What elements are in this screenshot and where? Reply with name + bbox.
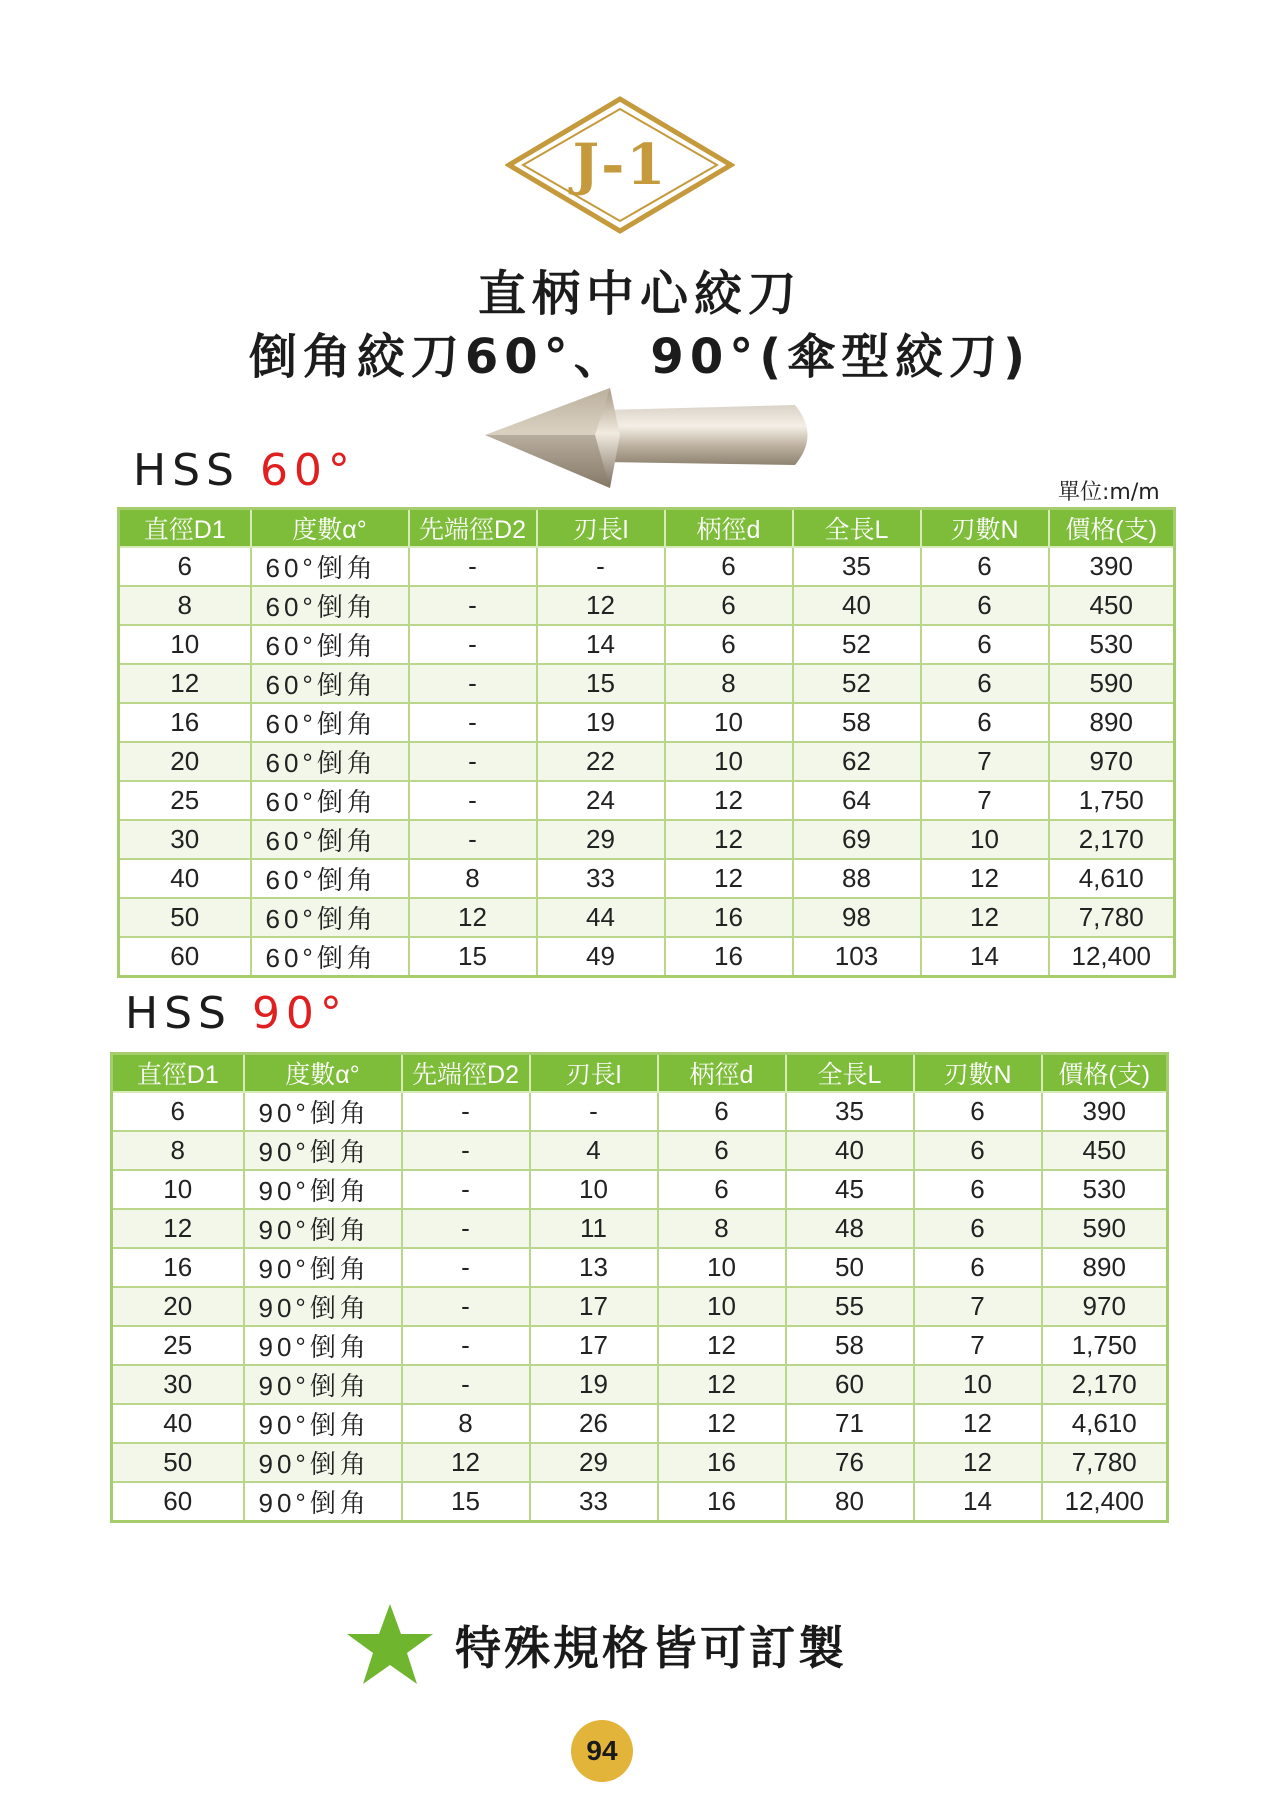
table-cell: 64 (793, 781, 921, 820)
table-cell: 40 (793, 586, 921, 625)
table-cell: 12 (119, 664, 251, 703)
table-row (119, 937, 1175, 977)
section-heading-90 (125, 988, 348, 1039)
table-cell: 50 (786, 1248, 914, 1287)
table-row (112, 1482, 1168, 1522)
table-cell: 50 (112, 1443, 244, 1482)
unit-label: 單位:m/m (1058, 480, 1160, 505)
table-cell: 6 (665, 586, 793, 625)
table-cell: 15 (537, 664, 665, 703)
column-header: 價格(支) (1042, 1054, 1168, 1093)
table-cell: 26 (530, 1404, 658, 1443)
table-cell: 90°倒角 (244, 1170, 402, 1209)
table-cell: 60°倒角 (251, 625, 409, 664)
section-material: HSS (133, 445, 260, 496)
column-header: 刃數N (914, 1054, 1042, 1093)
table-cell: 90°倒角 (244, 1209, 402, 1248)
table-row (119, 742, 1175, 781)
table-cell: 55 (786, 1287, 914, 1326)
table-cell: 12 (658, 1365, 786, 1404)
column-header: 直徑D1 (112, 1054, 244, 1093)
table-cell: 6 (665, 625, 793, 664)
column-header: 刃長l (530, 1054, 658, 1093)
table-cell: 44 (537, 898, 665, 937)
table-cell: 6 (914, 1092, 1042, 1131)
table-cell: 16 (112, 1248, 244, 1287)
table-cell: 6 (665, 547, 793, 586)
table-cell: 49 (537, 937, 665, 977)
table-cell: 19 (537, 703, 665, 742)
table-row (112, 1287, 1168, 1326)
table-cell: 890 (1042, 1248, 1168, 1287)
table-cell: 16 (658, 1443, 786, 1482)
section-material: HSS (125, 988, 252, 1039)
page-subtitle: 倒角絞刀60°、 90°(傘型絞刀) (248, 329, 1032, 385)
column-header: 全長L (786, 1054, 914, 1093)
table-cell: 52 (793, 625, 921, 664)
table-header-row (112, 1054, 1168, 1093)
table-cell: 7,780 (1049, 898, 1175, 937)
table-cell: 4 (530, 1131, 658, 1170)
table-row (112, 1326, 1168, 1365)
table-cell: 1,750 (1049, 781, 1175, 820)
table-cell: 8 (112, 1131, 244, 1170)
table-row (112, 1170, 1168, 1209)
table-cell: - (409, 703, 537, 742)
table-cell: 12,400 (1042, 1482, 1168, 1522)
table-cell: 8 (402, 1404, 530, 1443)
table-cell: - (402, 1170, 530, 1209)
table-cell: 90°倒角 (244, 1404, 402, 1443)
table-row (112, 1365, 1168, 1404)
table-cell: - (402, 1326, 530, 1365)
table-cell: 35 (786, 1092, 914, 1131)
table-row (119, 820, 1175, 859)
table-cell: - (409, 781, 537, 820)
table-cell: 48 (786, 1209, 914, 1248)
table-cell: 60°倒角 (251, 781, 409, 820)
table-cell: 45 (786, 1170, 914, 1209)
column-header: 度數α° (244, 1054, 402, 1093)
table-cell: - (409, 820, 537, 859)
table-cell: 970 (1042, 1287, 1168, 1326)
table-cell: 60°倒角 (251, 937, 409, 977)
table-cell: - (409, 625, 537, 664)
column-header: 刃長l (537, 509, 665, 548)
table-row (119, 547, 1175, 586)
table-cell: 88 (793, 859, 921, 898)
table-cell: 30 (112, 1365, 244, 1404)
table-cell: 12 (921, 898, 1049, 937)
table-cell: 2,170 (1049, 820, 1175, 859)
table-cell: 10 (914, 1365, 1042, 1404)
star-icon (345, 1600, 435, 1690)
table-cell: 8 (409, 859, 537, 898)
table-cell: 40 (119, 859, 251, 898)
table-cell: 16 (658, 1482, 786, 1522)
page-title: 直柄中心絞刀 (477, 266, 802, 322)
table-cell: 6 (112, 1092, 244, 1131)
table-cell: 6 (921, 703, 1049, 742)
table-cell: 10 (530, 1170, 658, 1209)
table-cell: 4,610 (1042, 1404, 1168, 1443)
table-cell: 390 (1042, 1092, 1168, 1131)
table-cell: - (402, 1248, 530, 1287)
table-cell: 15 (402, 1482, 530, 1522)
table-cell: 17 (530, 1287, 658, 1326)
column-header: 度數α° (251, 509, 409, 548)
table-cell: 10 (658, 1287, 786, 1326)
table-cell: 60°倒角 (251, 898, 409, 937)
table-cell: 80 (786, 1482, 914, 1522)
table-row (112, 1248, 1168, 1287)
table-cell: 16 (665, 898, 793, 937)
table-cell: 10 (921, 820, 1049, 859)
table-cell: 90°倒角 (244, 1326, 402, 1365)
column-header: 柄徑d (658, 1054, 786, 1093)
table-cell: 6 (914, 1131, 1042, 1170)
table-cell: 7 (914, 1287, 1042, 1326)
table-cell: 60 (119, 937, 251, 977)
table-row (112, 1404, 1168, 1443)
table-cell: 25 (112, 1326, 244, 1365)
table-cell: 390 (1049, 547, 1175, 586)
table-cell: 60 (112, 1482, 244, 1522)
table-cell: 10 (665, 742, 793, 781)
table-cell: 40 (786, 1131, 914, 1170)
table-cell: 7 (914, 1326, 1042, 1365)
table-cell: 12 (665, 859, 793, 898)
table-cell: 90°倒角 (244, 1443, 402, 1482)
table-cell: 16 (119, 703, 251, 742)
table-cell: 10 (112, 1170, 244, 1209)
table-cell: 69 (793, 820, 921, 859)
table-cell: 12 (112, 1209, 244, 1248)
table-cell: 90°倒角 (244, 1131, 402, 1170)
table-cell: 12 (402, 1443, 530, 1482)
column-header: 柄徑d (665, 509, 793, 548)
table-cell: 8 (665, 664, 793, 703)
table-cell: 29 (537, 820, 665, 859)
spec-table-90 (110, 1052, 1169, 1523)
table-cell: 530 (1042, 1170, 1168, 1209)
countersink-tool-image (485, 380, 825, 500)
table-cell: 29 (530, 1443, 658, 1482)
table-cell: 58 (793, 703, 921, 742)
table-row (112, 1131, 1168, 1170)
table-cell: 50 (119, 898, 251, 937)
table-cell: 12 (658, 1326, 786, 1365)
table-cell: 60°倒角 (251, 547, 409, 586)
column-header: 刃數N (921, 509, 1049, 548)
table-cell: 12 (921, 859, 1049, 898)
table-cell: 60°倒角 (251, 742, 409, 781)
table-cell: 60°倒角 (251, 703, 409, 742)
table-cell: 4,610 (1049, 859, 1175, 898)
table-row (119, 664, 1175, 703)
table-cell: 6 (914, 1248, 1042, 1287)
table-cell: 14 (537, 625, 665, 664)
section-angle: 60° (259, 445, 356, 496)
table-cell: 12 (658, 1404, 786, 1443)
table-row (119, 703, 1175, 742)
table-cell: 12,400 (1049, 937, 1175, 977)
table-cell: 98 (793, 898, 921, 937)
table-cell: - (409, 664, 537, 703)
table-cell: 12 (914, 1443, 1042, 1482)
custom-order-note (345, 1600, 945, 1690)
table-cell: 60°倒角 (251, 664, 409, 703)
table-cell: 12 (665, 820, 793, 859)
table-cell: 58 (786, 1326, 914, 1365)
table-cell: 22 (537, 742, 665, 781)
page-number: 94 (571, 1720, 633, 1782)
table-cell: 590 (1042, 1209, 1168, 1248)
table-cell: 62 (793, 742, 921, 781)
table-cell: 890 (1049, 703, 1175, 742)
section-angle: 90° (251, 988, 348, 1039)
table-cell: 52 (793, 664, 921, 703)
table-cell: 103 (793, 937, 921, 977)
table-cell: 16 (665, 937, 793, 977)
column-header: 全長L (793, 509, 921, 548)
table-cell: 7 (921, 781, 1049, 820)
table-cell: 33 (530, 1482, 658, 1522)
table-cell: 450 (1042, 1131, 1168, 1170)
table-cell: 60°倒角 (251, 820, 409, 859)
table-row (119, 586, 1175, 625)
table-cell: 20 (119, 742, 251, 781)
table-cell: 20 (112, 1287, 244, 1326)
table-cell: 6 (914, 1170, 1042, 1209)
table-cell: - (402, 1365, 530, 1404)
column-header: 價格(支) (1049, 509, 1175, 548)
table-cell: 90°倒角 (244, 1248, 402, 1287)
table-cell: 6 (658, 1092, 786, 1131)
table-cell: - (402, 1209, 530, 1248)
column-header: 直徑D1 (119, 509, 251, 548)
table-cell: 40 (112, 1404, 244, 1443)
table-cell: 17 (530, 1326, 658, 1365)
table-cell: 6 (921, 625, 1049, 664)
table-cell: 7 (921, 742, 1049, 781)
column-header: 先端徑D2 (409, 509, 537, 548)
table-cell: 60°倒角 (251, 859, 409, 898)
table-cell: 530 (1049, 625, 1175, 664)
table-cell: 90°倒角 (244, 1365, 402, 1404)
series-badge (505, 95, 735, 235)
table-row (119, 898, 1175, 937)
table-cell: 30 (119, 820, 251, 859)
table-cell: - (409, 742, 537, 781)
table-cell: - (402, 1092, 530, 1131)
table-cell: 14 (921, 937, 1049, 977)
table-cell: 2,170 (1042, 1365, 1168, 1404)
table-cell: 60 (786, 1365, 914, 1404)
table-cell: 6 (658, 1131, 786, 1170)
table-cell: 76 (786, 1443, 914, 1482)
table-cell: 6 (658, 1170, 786, 1209)
table-row (119, 625, 1175, 664)
table-cell: 11 (530, 1209, 658, 1248)
table-row (112, 1443, 1168, 1482)
table-cell: 10 (119, 625, 251, 664)
table-cell: 24 (537, 781, 665, 820)
table-cell: 6 (119, 547, 251, 586)
section-heading-60 (133, 445, 356, 496)
table-cell: - (537, 547, 665, 586)
table-cell: 90°倒角 (244, 1287, 402, 1326)
table-cell: - (409, 547, 537, 586)
table-cell: 90°倒角 (244, 1482, 402, 1522)
column-header: 先端徑D2 (402, 1054, 530, 1093)
table-cell: - (409, 586, 537, 625)
table-cell: 6 (921, 547, 1049, 586)
table-cell: 25 (119, 781, 251, 820)
table-cell: 7,780 (1042, 1443, 1168, 1482)
table-cell: 590 (1049, 664, 1175, 703)
table-cell: 14 (914, 1482, 1042, 1522)
table-row (112, 1092, 1168, 1131)
table-row (112, 1209, 1168, 1248)
table-cell: 6 (921, 586, 1049, 625)
table-cell: 970 (1049, 742, 1175, 781)
table-cell: 15 (409, 937, 537, 977)
table-cell: - (402, 1131, 530, 1170)
table-cell: 10 (665, 703, 793, 742)
table-cell: - (530, 1092, 658, 1131)
series-code: J-1 (572, 132, 668, 198)
table-cell: 450 (1049, 586, 1175, 625)
table-cell: 12 (409, 898, 537, 937)
custom-order-text: 特殊規格皆可訂製 (455, 1621, 847, 1675)
table-cell: 35 (793, 547, 921, 586)
table-cell: 8 (119, 586, 251, 625)
table-cell: 6 (914, 1209, 1042, 1248)
table-cell: 6 (921, 664, 1049, 703)
spec-table-60 (117, 507, 1176, 978)
table-cell: 12 (914, 1404, 1042, 1443)
table-cell: 12 (537, 586, 665, 625)
table-header-row (119, 509, 1175, 548)
table-cell: 90°倒角 (244, 1092, 402, 1131)
table-cell: 8 (658, 1209, 786, 1248)
table-cell: 33 (537, 859, 665, 898)
table-row (119, 781, 1175, 820)
table-cell: 60°倒角 (251, 586, 409, 625)
table-row (119, 859, 1175, 898)
table-cell: - (402, 1287, 530, 1326)
table-cell: 19 (530, 1365, 658, 1404)
table-cell: 12 (665, 781, 793, 820)
table-cell: 1,750 (1042, 1326, 1168, 1365)
table-cell: 10 (658, 1248, 786, 1287)
table-cell: 13 (530, 1248, 658, 1287)
table-cell: 71 (786, 1404, 914, 1443)
